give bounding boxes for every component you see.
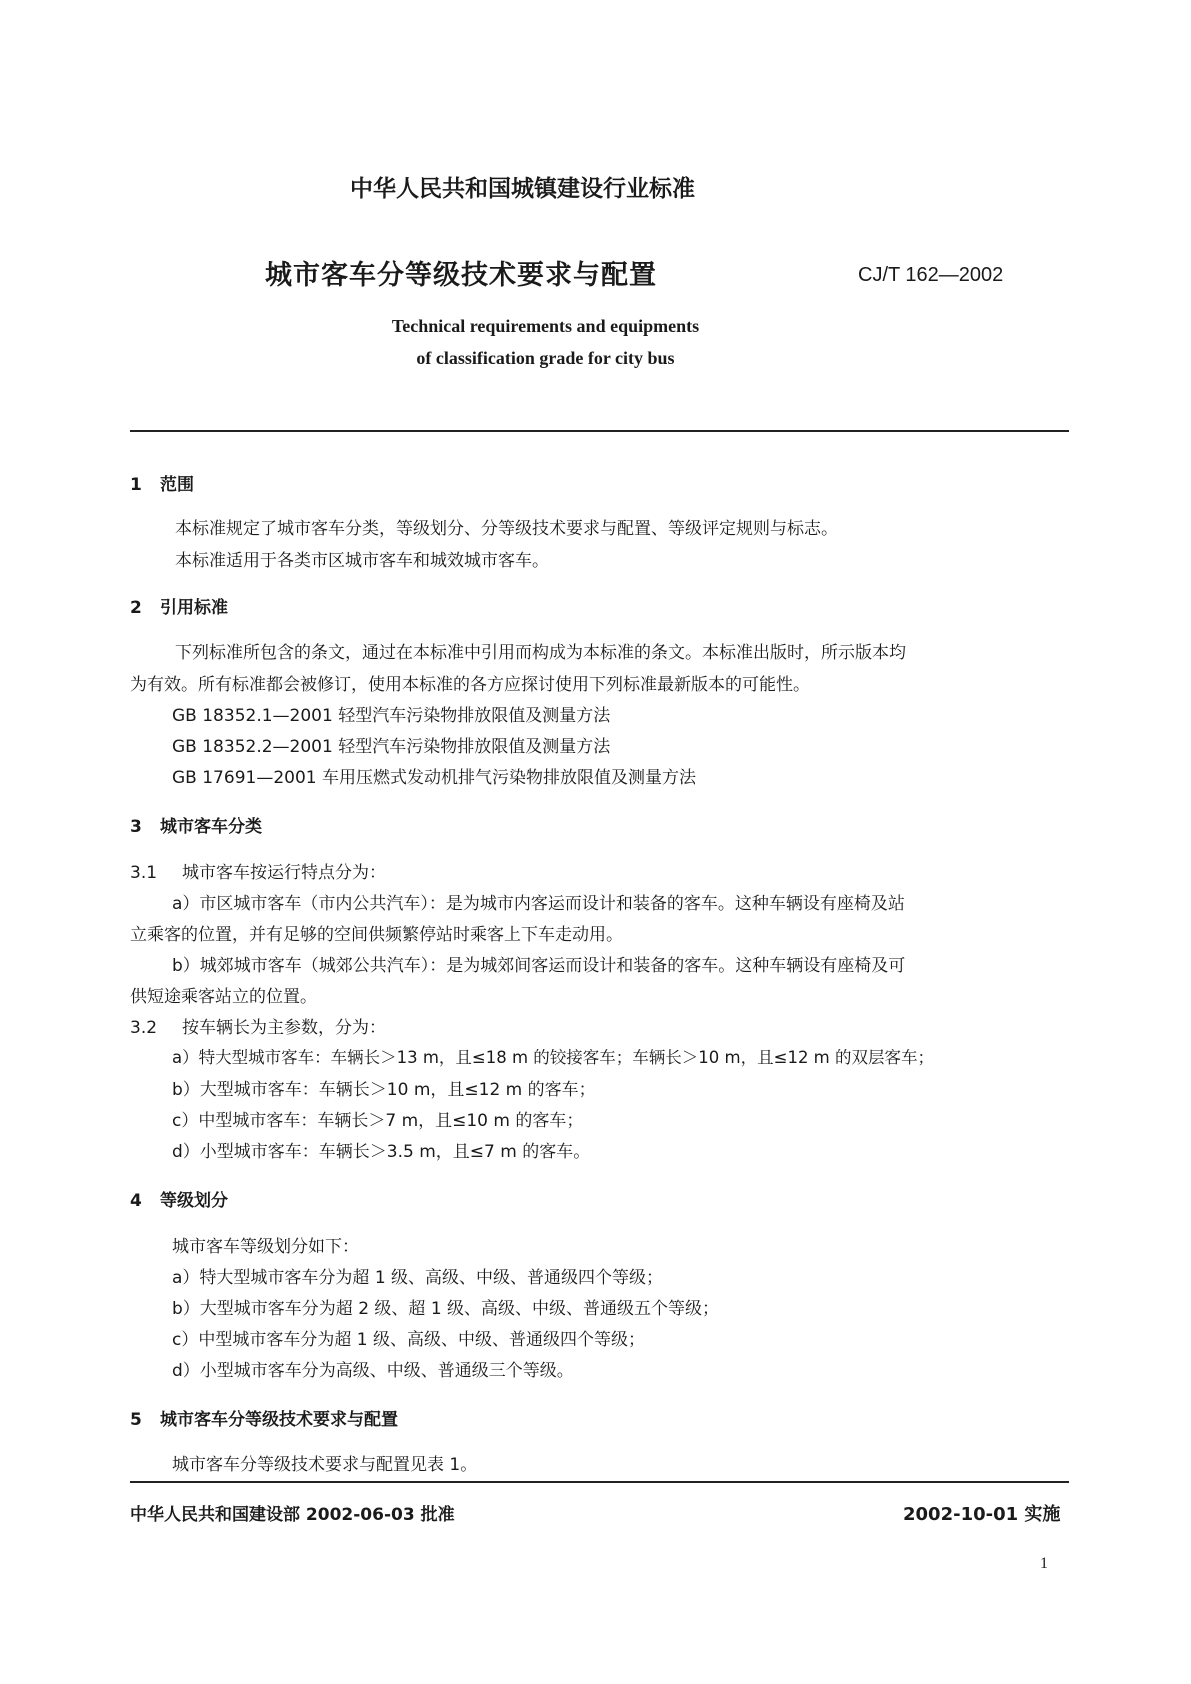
reference-item-3: GB 17691—2001 车用压燃式发动机排气污染物排放限值及测量方法 — [172, 768, 696, 788]
subsection-3-1 — [130, 858, 386, 883]
section-5-paragraph: 城市客车分等级技术要求与配置见表 1。 — [172, 1455, 478, 1475]
section-1-title: 范围 — [160, 475, 194, 495]
subsection-3-1-number: 3.1 — [130, 863, 158, 883]
footer-divider — [130, 1481, 1069, 1483]
reference-item-1: GB 18352.1—2001 轻型汽车污染物排放限值及测量方法 — [172, 706, 611, 726]
item-3-1-a-line1: a）市区城市客车（市内公共汽车）：是为城市内客运而设计和装备的客车。这种车辆设有座椅及站 — [172, 894, 905, 914]
document-title-cn: 城市客车分等级技术要求与配置 — [265, 260, 657, 291]
item-3-1-b-line1: b）城郊城市客车（城郊公共汽车）：是为城郊间客运而设计和装备的客车。这种车辆设有座椅及可 — [172, 956, 906, 976]
subsection-3-2 — [130, 1013, 386, 1038]
item-3-1-b-line2: 供短途乘客站立的位置。 — [130, 987, 317, 1007]
document-title-en-line1: Technical requirements and equipments — [391, 316, 700, 336]
section-4-heading — [130, 1186, 228, 1211]
implementation-date: 2002-10-01 实施 — [903, 1504, 1061, 1525]
section-3-heading — [130, 812, 262, 837]
page-number: 1 — [1040, 1555, 1048, 1572]
section-5-number: 5 — [130, 1410, 142, 1430]
section-2-paragraph-line2: 为有效。所有标准都会被修订，使用本标准的各方应探讨使用下列标准最新版本的可能性。 — [130, 675, 810, 695]
section-2-title: 引用标准 — [160, 598, 228, 618]
subsection-3-1-text: 城市客车按运行特点分为： — [182, 863, 386, 883]
item-3-2-d: d）小型城市客车：车辆长＞3.5 m，且≤7 m 的客车。 — [172, 1142, 591, 1162]
reference-item-2: GB 18352.2—2001 轻型汽车污染物排放限值及测量方法 — [172, 737, 611, 757]
section-2-heading — [130, 593, 228, 618]
section-5-heading — [130, 1405, 398, 1430]
item-4-c: c）中型城市客车分为超 1 级、高级、中级、普通级四个等级； — [172, 1330, 645, 1350]
item-3-1-a-line2: 立乘客的位置，并有足够的空间供频繁停站时乘客上下车走动用。 — [130, 925, 623, 945]
section-1-number: 1 — [130, 475, 142, 495]
section-3-number: 3 — [130, 817, 142, 837]
section-5-title: 城市客车分等级技术要求与配置 — [160, 1410, 398, 1430]
section-2-number: 2 — [130, 598, 142, 618]
section-1-paragraph-1: 本标准规定了城市客车分类，等级划分、分等级技术要求与配置、等级评定规则与标志。 — [175, 519, 838, 539]
item-3-2-c: c）中型城市客车：车辆长＞7 m，且≤10 m 的客车； — [172, 1111, 584, 1131]
item-4-b: b）大型城市客车分为超 2 级、超 1 级、高级、中级、普通级五个等级； — [172, 1299, 720, 1319]
item-3-2-a: a）特大型城市客车：车辆长＞13 m，且≤18 m 的铰接客车；车辆长＞10 m，且≤12 m 的双层客车； — [172, 1048, 935, 1067]
header-divider — [130, 430, 1069, 432]
document-title-en-line2: of classification grade for city bus — [416, 348, 675, 368]
section-2-paragraph-line1: 下列标准所包含的条文，通过在本标准中引用而构成为本标准的条文。本标准出版时，所示版本均 — [175, 643, 906, 663]
section-3-title: 城市客车分类 — [160, 817, 262, 837]
standard-category: 中华人民共和国城镇建设行业标准 — [350, 176, 695, 202]
subsection-3-2-number: 3.2 — [130, 1018, 158, 1038]
section-1-paragraph-2: 本标准适用于各类市区城市客车和城效城市客车。 — [175, 551, 549, 571]
standard-code: CJ/T 162—2002 — [858, 264, 1004, 286]
section-4-title: 等级划分 — [160, 1191, 228, 1211]
section-1-heading — [130, 470, 194, 495]
item-4-a: a）特大型城市客车分为超 1 级、高级、中级、普通级四个等级； — [172, 1268, 664, 1288]
section-4-intro: 城市客车等级划分如下： — [172, 1237, 359, 1257]
subsection-3-2-text: 按车辆长为主参数，分为： — [182, 1018, 386, 1038]
item-4-d: d）小型城市客车分为高级、中级、普通级三个等级。 — [172, 1361, 574, 1381]
approval-line: 中华人民共和国建设部 2002-06-03 批准 — [130, 1505, 455, 1525]
item-3-2-b: b）大型城市客车：车辆长＞10 m，且≤12 m 的客车； — [172, 1080, 596, 1100]
section-4-number: 4 — [130, 1191, 142, 1211]
